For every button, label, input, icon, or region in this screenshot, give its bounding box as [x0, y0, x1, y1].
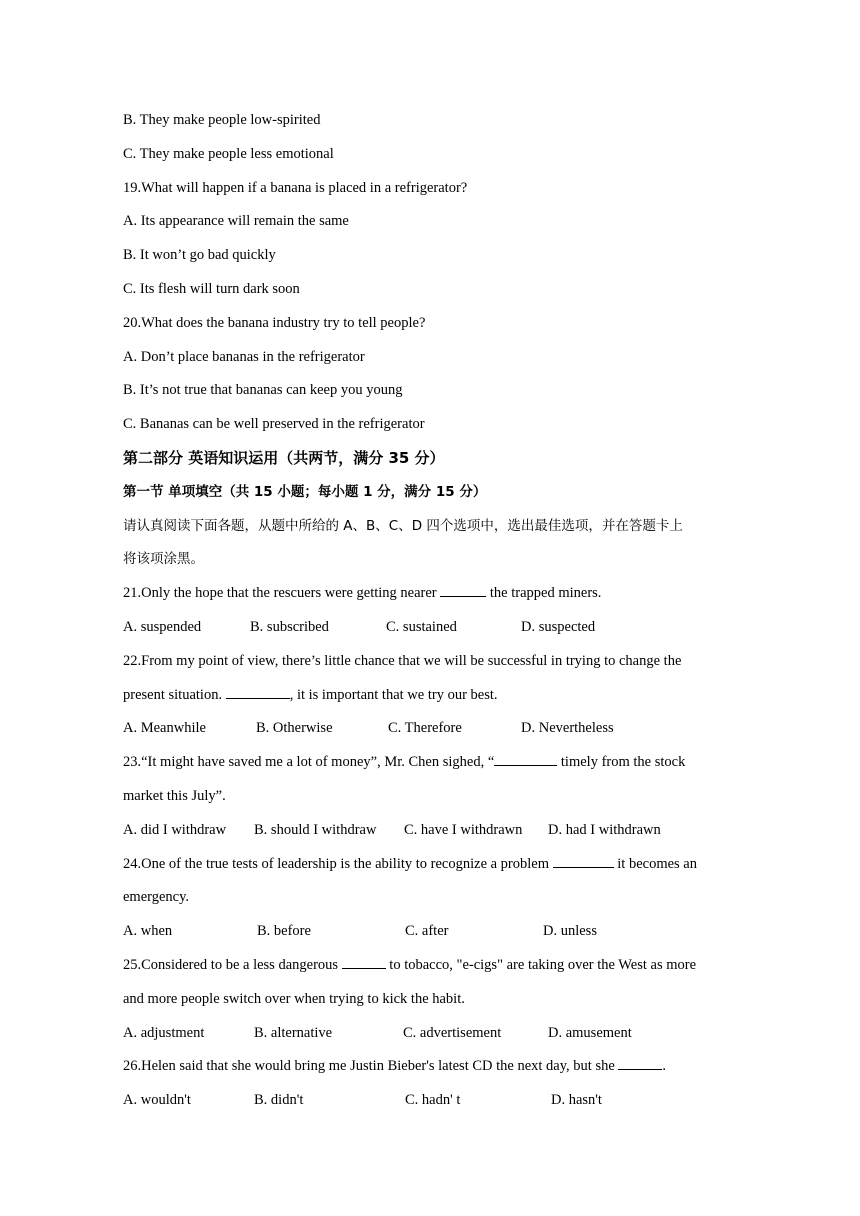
- q23-question-line-2: market this July”.: [123, 787, 226, 804]
- q25-option-c: C. advertisement: [403, 1024, 502, 1041]
- q23-text-after: timely from the stock: [557, 754, 686, 771]
- q25-question-line-2: and more people switch over when trying to kick the habit.: [123, 990, 465, 1007]
- q22-option-c: C. Therefore: [388, 720, 462, 737]
- q20-question: 20.What does the banana industry try to tell people?: [123, 314, 426, 331]
- q25-blank: [342, 954, 386, 969]
- section1-title: 第一节 单项填空（共 15 小题；每小题 1 分，满分 15 分）: [123, 483, 487, 500]
- q26-text-after: .: [662, 1058, 667, 1075]
- q21-option-a: A. suspended: [123, 618, 202, 635]
- instruction-line-1: 请认真阅读下面各题，从题中所给的 A、B、C、D 四个选项中，选出最佳选项，并在答题卡上: [123, 517, 683, 534]
- q21-blank: [440, 582, 486, 597]
- q19-question: 19.What will happen if a banana is placed in a refrigerator?: [123, 179, 468, 196]
- q25-text-before: 25.Considered to be a less dangerous: [123, 956, 342, 973]
- q24-option-b: B. before: [257, 923, 311, 940]
- q20-option-b: B. It’s not true that bananas can keep you young: [123, 382, 403, 399]
- q21-option-b: B. subscribed: [250, 618, 329, 635]
- q24-question-line-2: emergency.: [123, 889, 190, 906]
- exam-page: [123, 104, 743, 1118]
- q23-option-d: D. had I withdrawn: [548, 821, 661, 838]
- q26-text-before: 26.Helen said that she would bring me Justin Bieber's latest CD the next day, but she: [123, 1058, 619, 1075]
- q23-question-line-1: [123, 746, 743, 780]
- q22-options: [123, 712, 743, 746]
- instruction-line-2: 将该项涂黑。: [123, 551, 204, 568]
- q24-option-c: C. after: [405, 923, 449, 940]
- q25-text-after: to tobacco, "e-cigs" are taking over the West as more: [385, 956, 697, 973]
- q23-option-a: A. did I withdraw: [123, 821, 227, 838]
- q19-option-b: B. It won’t go bad quickly: [123, 247, 276, 264]
- q22-blank: [226, 684, 290, 699]
- q24-option-d: D. unless: [543, 923, 597, 940]
- q21-text-before: 21.Only the hope that the rescuers were getting nearer: [123, 585, 441, 602]
- q23-options: [123, 814, 743, 848]
- q22-question-line-2: [123, 679, 743, 713]
- q19-option-c: C. Its flesh will turn dark soon: [123, 280, 300, 297]
- part2-title: 第二部分 英语知识运用（共两节，满分 35 分）: [123, 448, 445, 467]
- q22-question-line-1: 22.From my point of view, there’s little chance that we will be successful in trying to change the: [123, 652, 682, 669]
- q23-option-b: B. should I withdraw: [254, 821, 377, 838]
- q26-option-b: B. didn't: [254, 1092, 304, 1109]
- q18-option-c: C. They make people less emotional: [123, 145, 334, 162]
- q24-option-a: A. when: [123, 923, 173, 940]
- q22-option-a: A. Meanwhile: [123, 720, 206, 737]
- q24-text-before: 24.One of the true tests of leadership is the ability to recognize a problem: [123, 855, 553, 872]
- q25-option-a: A. adjustment: [123, 1024, 205, 1041]
- q25-options: [123, 1017, 743, 1051]
- q26-question: [123, 1050, 743, 1084]
- q24-options: [123, 915, 743, 949]
- q23-text-before: 23.“It might have saved me a lot of money”, Mr. Chen sighed, “: [123, 754, 495, 771]
- q26-options: [123, 1084, 743, 1118]
- q26-option-d: D. hasn't: [551, 1092, 602, 1109]
- q26-option-c: C. hadn' t: [405, 1092, 461, 1109]
- q25-question-line-1: [123, 949, 743, 983]
- q20-option-a: A. Don’t place bananas in the refrigerator: [123, 348, 365, 365]
- q21-option-d: D. suspected: [521, 618, 596, 635]
- q26-option-a: A. wouldn't: [123, 1092, 191, 1109]
- q21-question: [123, 577, 743, 611]
- q25-option-d: D. amusement: [548, 1024, 632, 1041]
- q22-text-before: present situation.: [123, 686, 226, 703]
- q21-options: [123, 611, 743, 645]
- q22-text-after: , it is important that we try our best.: [289, 686, 498, 703]
- q25-option-b: B. alternative: [254, 1024, 333, 1041]
- q24-text-after: it becomes an: [613, 855, 697, 872]
- q21-option-c: C. sustained: [386, 618, 457, 635]
- q23-option-c: C. have I withdrawn: [404, 821, 523, 838]
- q22-option-d: D. Nevertheless: [521, 720, 614, 737]
- q20-option-c: C. Bananas can be well preserved in the refrigerator: [123, 416, 425, 433]
- q22-option-b: B. Otherwise: [256, 720, 333, 737]
- q21-text-after: the trapped miners.: [486, 585, 602, 602]
- q23-blank: [494, 751, 557, 766]
- q18-option-b: B. They make people low-spirited: [123, 112, 321, 128]
- q24-blank: [553, 853, 614, 868]
- q24-question-line-1: [123, 848, 743, 882]
- q19-option-a: A. Its appearance will remain the same: [123, 213, 349, 230]
- q26-blank: [618, 1055, 662, 1070]
